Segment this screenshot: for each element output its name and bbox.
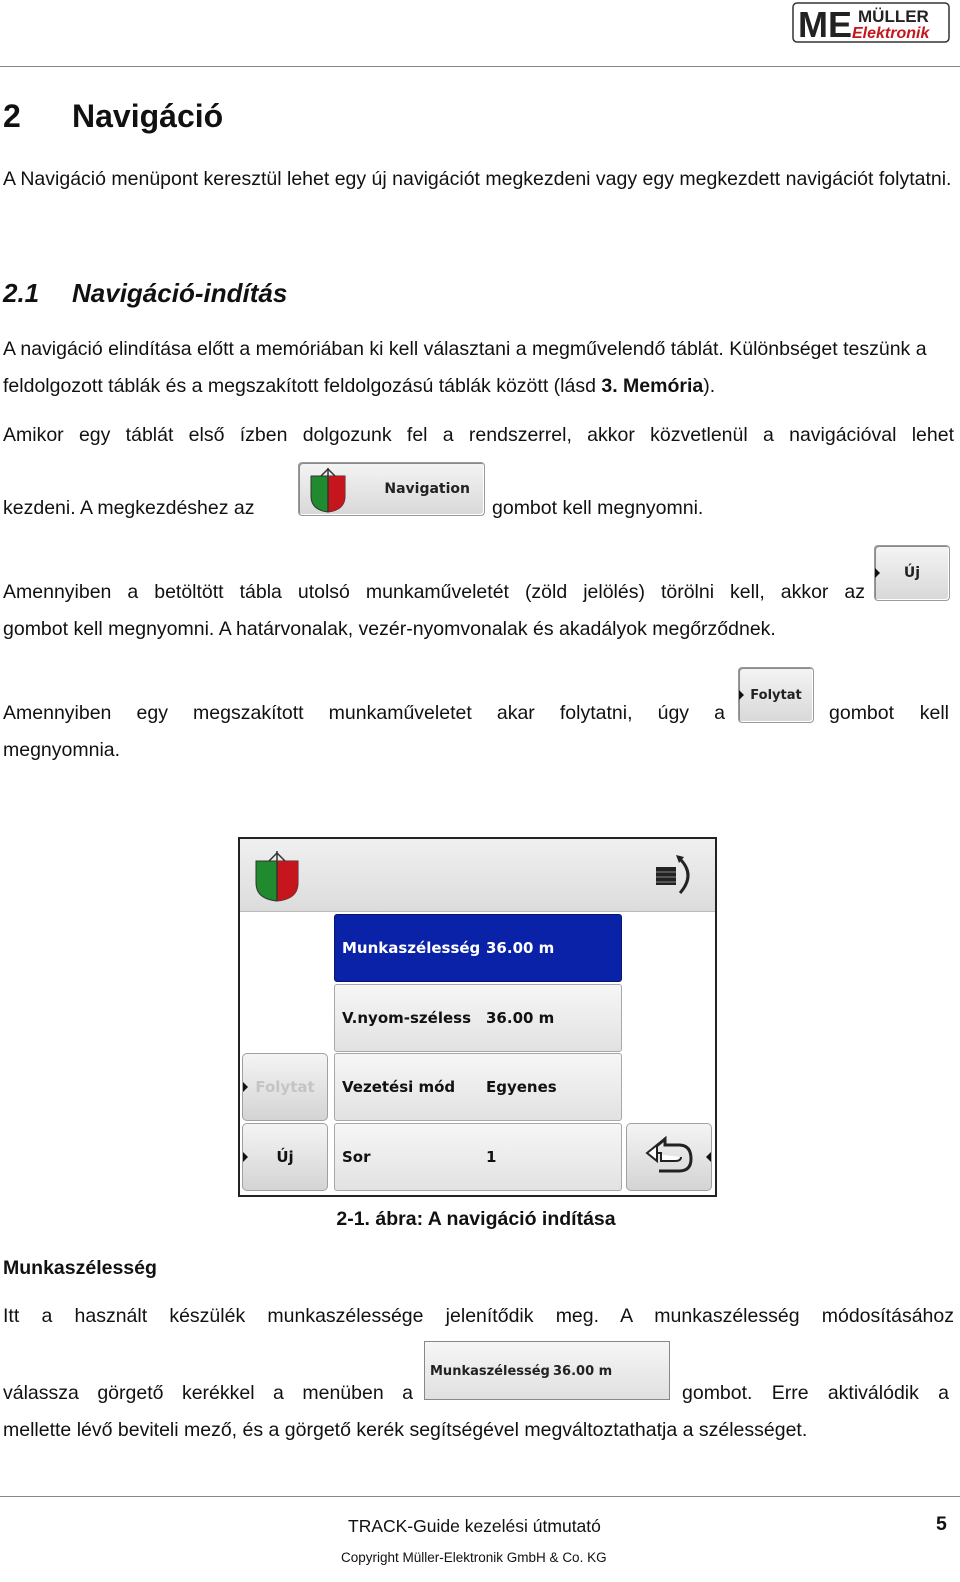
para-delete-line2: gombot kell megnyomni. A határvonalak, vezér-nyomvonalak és akadályok megőrződnek.	[3, 618, 776, 640]
back-button[interactable]	[626, 1123, 712, 1191]
section-title: Navigáció-indítás	[72, 278, 288, 308]
row-track-width[interactable]	[334, 984, 622, 1052]
footer-rule	[0, 1496, 960, 1497]
para-memory-text: A navigáció elindítása előtt a memóriában ki kell választani a megművelendő táblát. Különbséget teszünk a feldolgozott táblák és a megszakított feldolgozású táblák között (lásd	[3, 338, 927, 397]
para-width-line3: mellette lévő beviteli mező, és a görgető kerék segítségével megváltoztathatja a szélességet.	[3, 1419, 808, 1441]
company-logo	[792, 2, 952, 44]
para-continue-line2: megnyomnia.	[3, 739, 121, 761]
folytat-button-image	[738, 667, 814, 723]
row-label: Sor	[342, 1148, 371, 1166]
chapter-title: Navigáció	[72, 98, 224, 134]
row-label: Munkaszélesség	[342, 939, 481, 957]
logo-text-top: MÜLLER	[858, 7, 929, 26]
folytat-label: Folytat	[255, 1078, 315, 1096]
para-width-before: válassza görgető kerékkel a menüben a	[3, 1382, 413, 1404]
field-icon	[305, 466, 351, 514]
row-value: Egyenes	[486, 1078, 557, 1096]
row-guidance-mode[interactable]	[334, 1053, 622, 1121]
para-memory	[3, 331, 954, 405]
width-button-label: Munkaszélesség	[430, 1364, 550, 1379]
footer-copyright: Copyright Müller-Elektronik GmbH & Co. KG	[341, 1550, 607, 1565]
para-continue-tail: gombot kell	[829, 702, 949, 724]
section-number: 2.1	[3, 278, 40, 308]
uj-button[interactable]	[242, 1123, 328, 1191]
row-value: 36.00 m	[486, 939, 555, 957]
row-working-width[interactable]	[334, 914, 622, 982]
para-first-field-after: gombot kell megnyomni.	[492, 497, 704, 519]
logo-text-bottom: Elektronik	[852, 25, 930, 42]
para-continue-line1: Amennyiben egy megszakított munkaműveletet akar folytatni, úgy a	[3, 702, 725, 724]
uj-label: Új	[276, 1148, 294, 1166]
left-arrow-icon	[875, 568, 880, 578]
screen-title-bar	[240, 839, 715, 912]
page-number: 5	[936, 1513, 947, 1535]
return-arrow-icon	[639, 1131, 699, 1183]
uj-button-label: Új	[903, 565, 921, 581]
intro-paragraph: A Navigáció menüpont keresztül lehet egy új navigációt megkezdeni vagy egy megkezdett navigációt folytatni.	[3, 168, 952, 190]
left-arrow-icon	[739, 690, 744, 700]
memory-reference: 3. Memória	[601, 375, 704, 397]
logo-mark: ME	[798, 4, 852, 44]
row-label: Vezetési mód	[342, 1078, 456, 1096]
navigation-screen	[238, 837, 717, 1197]
folytat-button-label: Folytat	[750, 687, 802, 703]
para-memory-end: ).	[703, 375, 716, 397]
row-value: 36.00 m	[486, 1009, 555, 1027]
field-icon	[252, 849, 302, 903]
width-button-value: 36.00 m	[553, 1364, 613, 1379]
chapter-number: 2	[3, 98, 21, 134]
para-first-field-before: kezdeni. A megkezdéshez az	[3, 497, 255, 519]
para-delete-line1: Amennyiben a betöltött tábla utolsó munkaműveletét (zöld jelölés) törölni kell, akkor az	[3, 581, 865, 603]
working-width-button-image	[424, 1341, 670, 1400]
uj-button-image	[874, 545, 950, 601]
left-arrow-icon	[243, 1152, 248, 1162]
navigation-button-label: Navigation	[384, 481, 470, 497]
para-first-field-line1: Amikor egy táblát első ízben dolgozunk fel a rendszerrel, akkor közvetlenül a navigációval lehet	[3, 424, 954, 446]
left-arrow-icon	[243, 1082, 248, 1092]
figure-caption: 2-1. ábra: A navigáció indítása	[336, 1208, 616, 1230]
header-rule	[0, 66, 960, 67]
scroll-wheel-icon	[652, 849, 702, 901]
para-width-line1: Itt a használt készülék munkaszélessége jelenítődik meg. A munkaszélesség módosításához	[3, 1305, 954, 1327]
row-value: 1	[486, 1148, 497, 1166]
row-label: V.nyom-széless	[342, 1009, 471, 1027]
navigation-button-image	[298, 462, 485, 516]
para-width-after: gombot. Erre aktiválódik a	[682, 1382, 949, 1404]
row-line[interactable]	[334, 1123, 622, 1191]
subheading-working-width: Munkaszélesség	[3, 1257, 157, 1279]
right-arrow-icon	[706, 1152, 711, 1162]
folytat-button[interactable]	[242, 1053, 328, 1121]
footer-title: TRACK-Guide kezelési útmutató	[348, 1516, 601, 1536]
